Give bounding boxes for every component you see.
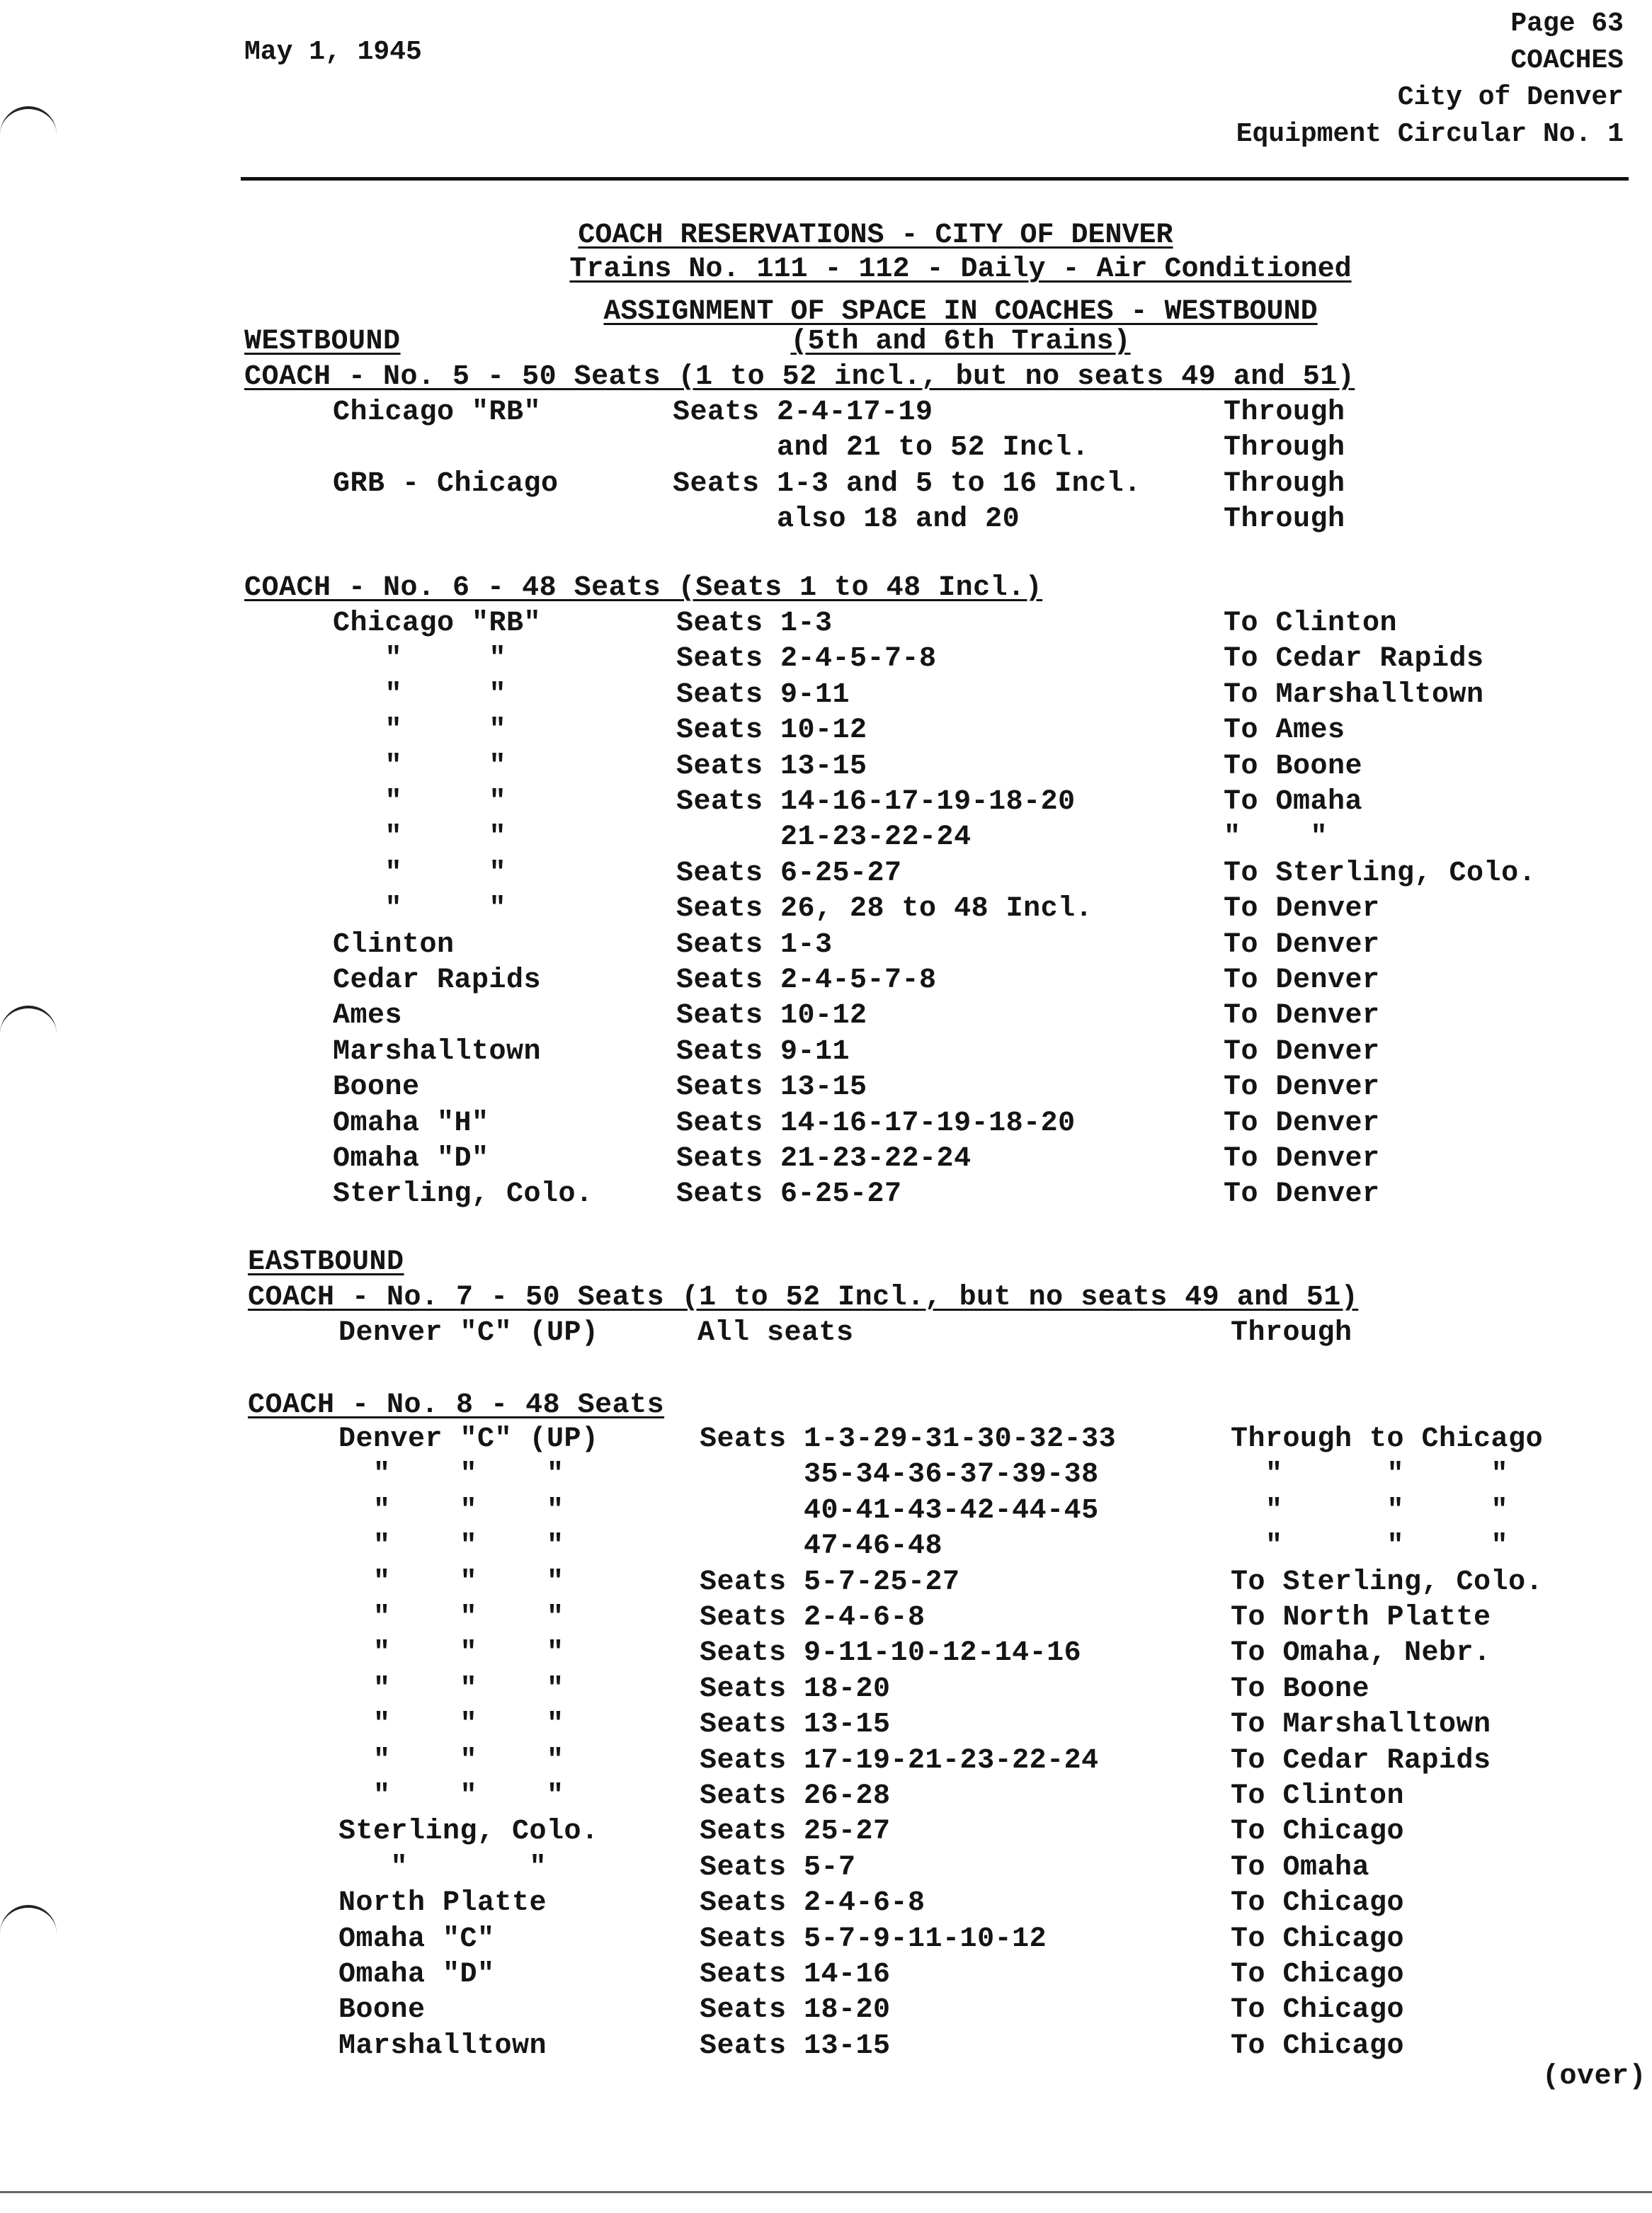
header-rule (241, 177, 1629, 181)
row-seats: Seats 9-11 (676, 1035, 850, 1068)
row-origin: " " (333, 750, 507, 783)
row-origin: " " (333, 893, 507, 926)
section-title: COACHES (1510, 45, 1624, 76)
row-destination: " " " (1231, 1530, 1509, 1563)
row-destination: To Clinton (1231, 1780, 1405, 1812)
circular-title: Equipment Circular No. 1 (1236, 119, 1624, 149)
row-origin: Clinton (333, 928, 455, 961)
row-seats: Seats 5-7-25-27 (700, 1566, 960, 1598)
row-seats: Seats 1-3 and 5 to 16 Incl. (673, 467, 1141, 500)
row-origin: " " " (338, 1709, 564, 1741)
row-origin: Omaha "D" (333, 1143, 489, 1175)
row-seats: Seats 14-16 (700, 1959, 891, 1991)
row-destination: To Denver (1224, 928, 1380, 961)
row-destination: To Chicago (1231, 1816, 1405, 1848)
binder-hole-top (0, 106, 57, 152)
row-destination: To Denver (1224, 1035, 1380, 1068)
westbound-label: WESTBOUND (244, 326, 401, 358)
row-origin: Sterling, Colo. (338, 1816, 599, 1848)
row-destination: To Omaha (1231, 1851, 1370, 1884)
row-seats: Seats 9-11-10-12-14-16 (700, 1637, 1082, 1670)
row-origin: " " " (338, 1494, 564, 1527)
row-origin: " " " (338, 1744, 564, 1777)
row-destination: To Marshalltown (1224, 678, 1484, 711)
row-seats: Seats 2-4-5-7-8 (676, 965, 937, 996)
row-destination: To Denver (1224, 1143, 1380, 1175)
title-line-3: ASSIGNMENT OF SPACE IN COACHES - WESTBOUND (603, 296, 1318, 328)
row-destination: " " " (1231, 1459, 1509, 1491)
row-seats: 47-46-48 (700, 1530, 943, 1563)
row-seats: Seats 17-19-21-23-22-24 (700, 1744, 1099, 1777)
row-seats: Seats 10-12 (676, 715, 867, 747)
row-destination: To Chicago (1231, 2030, 1405, 2062)
row-origin: " " " (338, 1780, 564, 1812)
row-destination: To Sterling, Colo. (1231, 1566, 1544, 1598)
over-note: (over) (1542, 2061, 1647, 2093)
row-seats: Seats 13-15 (700, 2030, 891, 2062)
row-destination: To Boone (1231, 1673, 1370, 1705)
row-seats: Seats 18-20 (700, 1673, 891, 1705)
document-date: May 1, 1945 (244, 37, 422, 67)
row-origin: " " " (338, 1530, 564, 1563)
title-line-2: Trains No. 111 - 112 - Daily - Air Conditioned (569, 254, 1352, 285)
row-destination: To North Platte (1231, 1602, 1491, 1634)
row-origin: " " " (338, 1459, 564, 1491)
row-origin: Omaha "D" (338, 1959, 495, 1991)
row-seats: Seats 6-25-27 (676, 857, 902, 889)
page-bottom-edge (0, 2191, 1652, 2193)
row-seats: Seats 6-25-27 (676, 1178, 902, 1211)
title-line-4: (5th and 6th Trains) (790, 326, 1131, 358)
row-seats: Seats 2-4-6-8 (700, 1887, 925, 1920)
row-destination: Through (1224, 397, 1345, 428)
row-seats: Seats 25-27 (700, 1816, 891, 1848)
row-seats: 35-34-36-37-39-38 (700, 1459, 1099, 1491)
row-destination: To Chicago (1231, 1923, 1405, 1955)
row-origin: North Platte (338, 1887, 547, 1920)
row-destination: To Clinton (1224, 608, 1398, 639)
row-destination: To Ames (1224, 715, 1345, 747)
row-destination: To Denver (1224, 1000, 1380, 1032)
row-destination: To Cedar Rapids (1224, 643, 1484, 676)
title-line-1: COACH RESERVATIONS - CITY OF DENVER (578, 220, 1173, 251)
row-origin: Chicago "RB" (333, 608, 542, 639)
row-seats: Seats 5-7 (700, 1851, 856, 1884)
row-destination: To Marshalltown (1231, 1709, 1491, 1741)
row-destination: To Boone (1224, 750, 1363, 783)
row-origin: " " " (338, 1673, 564, 1705)
row-origin: Chicago "RB" (333, 397, 542, 428)
row-origin: " " (333, 715, 507, 747)
row-destination: Through (1224, 504, 1345, 536)
row-origin: Marshalltown (333, 1035, 542, 1068)
row-seats: Seats 13-15 (676, 750, 867, 783)
row-origin: Omaha "H" (333, 1107, 489, 1139)
row-origin: " " " (338, 1637, 564, 1670)
eastbound-label: EASTBOUND (248, 1246, 404, 1278)
row-seats: Seats 21-23-22-24 (676, 1143, 972, 1175)
row-origin: " " (338, 1851, 547, 1884)
row-seats: Seats 2-4-5-7-8 (676, 643, 937, 676)
row-origin: " " (333, 821, 507, 854)
row-destination: To Denver (1224, 893, 1380, 926)
row-seats: Seats 2-4-6-8 (700, 1602, 925, 1634)
row-origin: Sterling, Colo. (333, 1178, 593, 1211)
row-seats: Seats 26-28 (700, 1780, 891, 1812)
page-number: Page 63 (1510, 8, 1624, 39)
row-origin: Denver "C" (UP) (338, 1423, 599, 1455)
row-seats: Seats 10-12 (676, 1000, 867, 1032)
row-seats: Seats 1-3 (676, 608, 833, 639)
row-seats: Seats 13-15 (700, 1709, 891, 1741)
title-line-1-wrap (0, 218, 1652, 254)
row-destination: To Chicago (1231, 1994, 1405, 2027)
row-seats: Seats 1-3-29-31-30-32-33 (700, 1423, 1117, 1455)
row-destination: To Omaha (1224, 786, 1363, 818)
row-origin: Boone (333, 1071, 420, 1104)
coach-7-heading: COACH - No. 7 - 50 Seats (1 to 52 Incl., but no seats 49 and 51) (248, 1282, 1359, 1314)
row-destination: Through (1224, 432, 1345, 465)
row-seats: All seats (697, 1317, 854, 1349)
train-name: City of Denver (1397, 82, 1624, 113)
row-destination: Through (1224, 467, 1345, 500)
row-seats: also 18 and 20 (673, 504, 1020, 536)
row-origin: " " " (338, 1602, 564, 1634)
row-destination: To Denver (1224, 1071, 1380, 1104)
coach-5-heading: COACH - No. 5 - 50 Seats (1 to 52 incl., but no seats 49 and 51) (244, 361, 1355, 393)
row-seats: Seats 14-16-17-19-18-20 (676, 786, 1076, 818)
row-origin: " " (333, 643, 507, 676)
row-destination: To Denver (1224, 1107, 1380, 1139)
row-destination: To Chicago (1231, 1887, 1405, 1920)
row-destination: Through to Chicago (1231, 1423, 1544, 1455)
row-destination: " " " (1231, 1494, 1509, 1527)
binder-hole-middle (0, 1006, 57, 1051)
row-seats: Seats 14-16-17-19-18-20 (676, 1107, 1076, 1139)
row-origin: Marshalltown (338, 2030, 547, 2062)
row-origin: Boone (338, 1994, 426, 2027)
header-block (1236, 6, 1624, 153)
row-origin: " " (333, 786, 507, 818)
row-seats: Seats 1-3 (676, 928, 833, 961)
row-destination: To Cedar Rapids (1231, 1744, 1491, 1777)
row-destination: To Sterling, Colo. (1224, 857, 1537, 889)
coach-8-heading: COACH - No. 8 - 48 Seats (248, 1389, 665, 1421)
row-destination: To Omaha, Nebr. (1231, 1637, 1491, 1670)
row-seats: 40-41-43-42-44-45 (700, 1494, 1099, 1527)
row-origin: Cedar Rapids (333, 965, 542, 996)
title-line-2-wrap (0, 252, 1652, 288)
row-seats: 21-23-22-24 (676, 821, 972, 854)
row-origin: " " " (338, 1566, 564, 1598)
row-origin: Omaha "C" (338, 1923, 495, 1955)
row-origin: Denver "C" (UP) (338, 1317, 599, 1349)
row-origin: " " (333, 678, 507, 711)
row-seats: Seats 9-11 (676, 678, 850, 711)
row-origin: Ames (333, 1000, 403, 1032)
row-destination: To Denver (1224, 965, 1380, 996)
row-origin: " " (333, 857, 507, 889)
row-seats: and 21 to 52 Incl. (673, 432, 1090, 465)
row-seats: Seats 18-20 (700, 1994, 891, 2027)
row-destination: To Chicago (1231, 1959, 1405, 1991)
row-seats: Seats 5-7-9-11-10-12 (700, 1923, 1047, 1955)
row-origin: GRB - Chicago (333, 467, 559, 500)
row-destination: " " (1224, 821, 1328, 854)
binder-hole-bottom (0, 1905, 57, 1950)
coach-6-heading: COACH - No. 6 - 48 Seats (Seats 1 to 48 Incl.) (244, 572, 1043, 604)
row-destination: Through (1231, 1317, 1352, 1349)
row-seats: Seats 26, 28 to 48 Incl. (676, 893, 1093, 926)
row-seats: Seats 2-4-17-19 (673, 397, 933, 428)
row-seats: Seats 13-15 (676, 1071, 867, 1104)
row-destination: To Denver (1224, 1178, 1380, 1211)
